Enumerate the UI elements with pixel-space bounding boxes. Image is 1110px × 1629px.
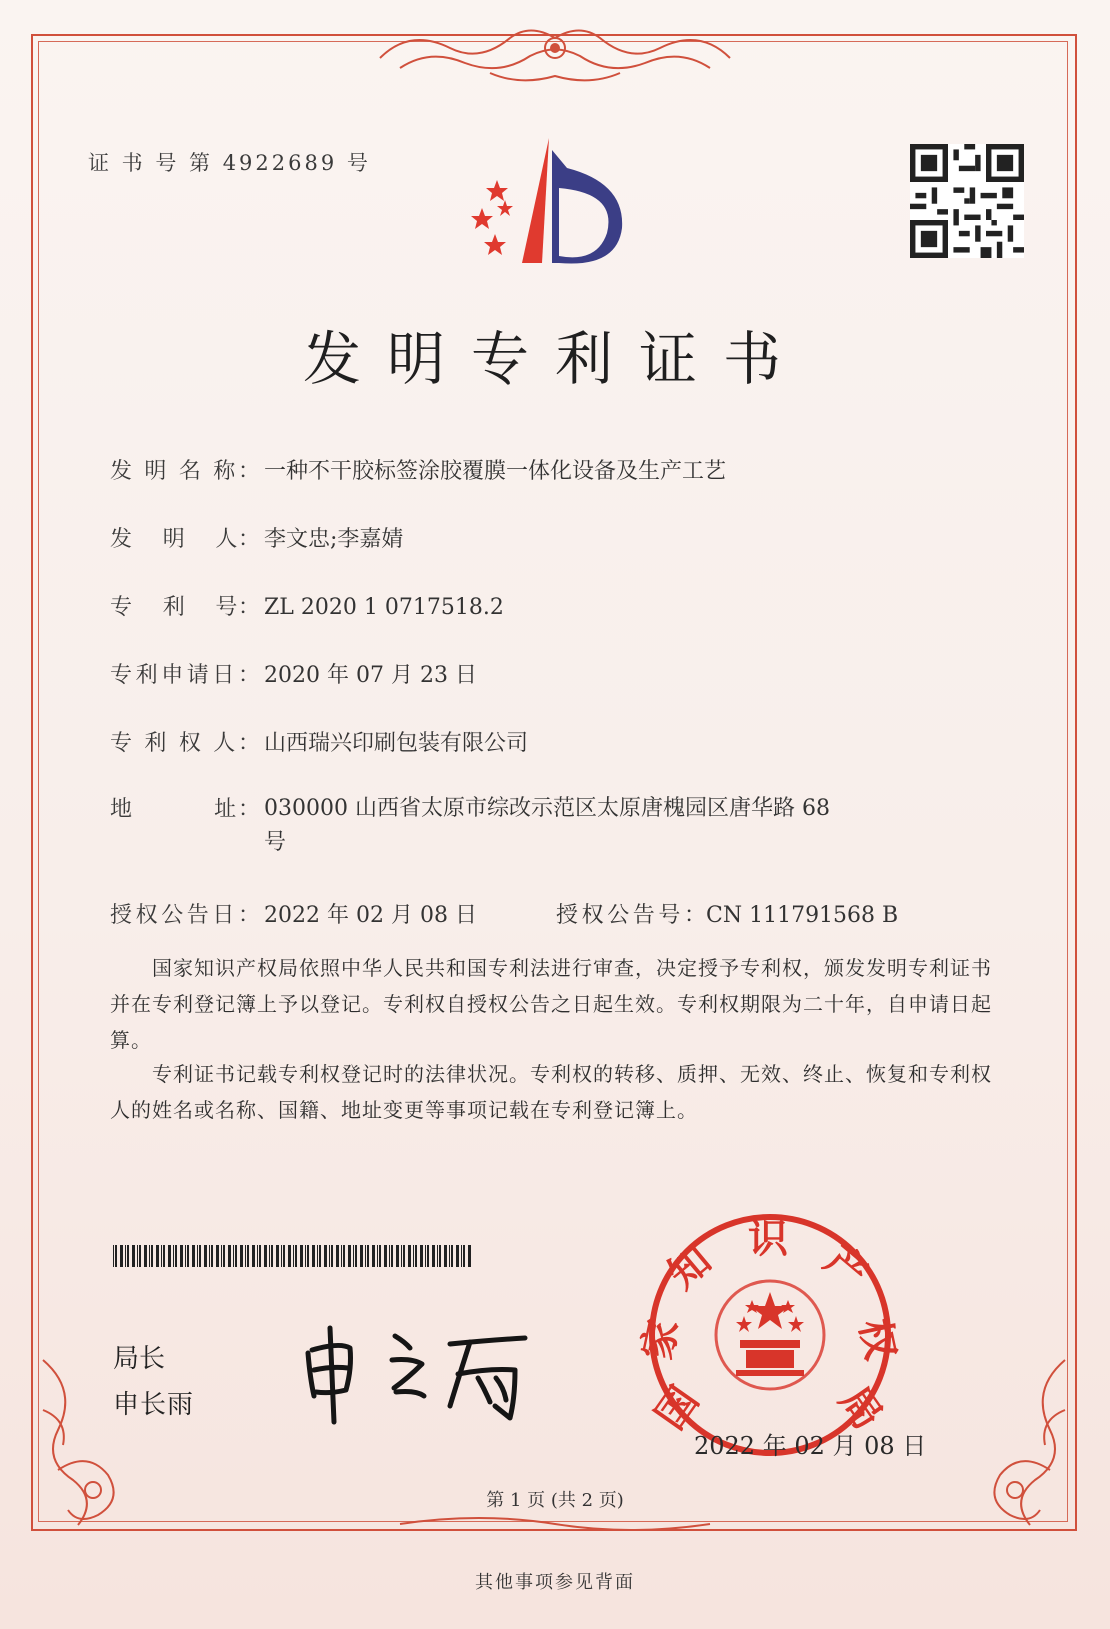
barcode-bar [379, 1245, 381, 1267]
certificate-number: 证 书 号 第 4922689 号 [88, 151, 371, 175]
barcode-bar [259, 1245, 261, 1267]
barcode-bar [293, 1245, 294, 1267]
qr-code [910, 144, 1024, 258]
barcode-bar [199, 1245, 201, 1267]
barcode-bar [355, 1245, 357, 1267]
barcode-bar [408, 1245, 411, 1267]
barcode-bar [132, 1245, 135, 1267]
inventors-field [110, 522, 403, 553]
barcode-bar [324, 1245, 327, 1267]
barcode-bar [192, 1245, 195, 1267]
barcode-bar [353, 1245, 354, 1267]
barcode-bar [276, 1245, 279, 1267]
grant-pub-number-label: 授权公告号： [556, 903, 706, 928]
application-date-value: 2020 年 07 月 23 日 [264, 663, 477, 688]
barcode-bar [367, 1245, 369, 1267]
address-value: 030000 山西省太原市综改示范区太原唐槐园区唐华路 68 号 [264, 796, 830, 855]
signatory-role: 局长 [113, 1344, 166, 1374]
barcode [113, 1245, 473, 1267]
barcode-bar [168, 1245, 171, 1267]
barcode-bar [451, 1245, 453, 1267]
barcode-bar [283, 1245, 285, 1267]
grant-pub-number-field [556, 898, 898, 929]
statement-paragraph-2: 专利证书记载专利权登记时的法律状况。专利权的转移、质押、无效、终止、恢复和专利权人的姓名或名称、国籍、地址变更等事项记载在专利登记簿上。 [110, 1062, 992, 1122]
barcode-bar [348, 1245, 351, 1267]
barcode-bar [125, 1245, 126, 1267]
invention-name-label: 发 明 名 称： [110, 459, 260, 484]
top-ornament [370, 18, 740, 88]
barcode-bar [235, 1245, 237, 1267]
barcode-bar [163, 1245, 165, 1267]
certificate-title: 发明专利证书 [302, 325, 807, 393]
seal-char-7: 局 [830, 1378, 891, 1438]
barcode-bar [269, 1245, 270, 1267]
seal-char-5: 产 [815, 1237, 877, 1299]
barcode-bar [365, 1245, 366, 1267]
barcode-bar [144, 1245, 147, 1267]
barcode-bar [228, 1245, 231, 1267]
grant-date-value: 2022 年 02 月 08 日 [264, 903, 477, 928]
barcode-bar [295, 1245, 297, 1267]
barcode-bar [180, 1245, 183, 1267]
barcode-bar [305, 1245, 306, 1267]
address-label: 地 址： [110, 797, 260, 822]
barcode-bar [197, 1245, 198, 1267]
application-date-field [110, 658, 477, 689]
official-seal [634, 1210, 904, 1460]
signatory-name: 申长雨 [113, 1390, 195, 1420]
inventors-value: 李文忠;李嘉婧 [264, 527, 404, 552]
barcode-bar [127, 1245, 129, 1267]
barcode-bar [271, 1245, 273, 1267]
patentee-field [110, 726, 528, 757]
barcode-bar [211, 1245, 213, 1267]
barcode-bar [329, 1245, 330, 1267]
barcode-bar [449, 1245, 450, 1267]
barcode-bar [461, 1245, 462, 1267]
barcode-bar [161, 1245, 162, 1267]
barcode-bar [216, 1245, 219, 1267]
barcode-bar [151, 1245, 153, 1267]
barcode-bar [300, 1245, 303, 1267]
back-note: 其他事项参见背面 [475, 1572, 635, 1593]
barcode-bar [444, 1245, 447, 1267]
seal-char-1: 国 [647, 1378, 708, 1438]
seal-char-2: 家 [634, 1315, 688, 1364]
patentee-label: 专 利 权 人： [110, 731, 260, 756]
patent-number-label: 专 利 号： [110, 595, 260, 620]
barcode-bar [245, 1245, 246, 1267]
barcode-bar [456, 1245, 459, 1267]
invention-name-field [110, 454, 726, 485]
barcode-bar [341, 1245, 342, 1267]
barcode-bar [175, 1245, 177, 1267]
barcode-bar [403, 1245, 405, 1267]
barcode-bar [360, 1245, 363, 1267]
barcode-bar [288, 1245, 291, 1267]
seal-char-3: 知 [659, 1237, 721, 1299]
grant-date-field [110, 898, 477, 929]
application-date-label: 专利申请日： [110, 663, 260, 688]
statement-paragraph-1: 国家知识产权局依照中华人民共和国专利法进行审查，决定授予专利权，颁发发明专利证书并在专利登记簿上予以登记。专利权自授权公告之日起生效。专利权期限为二十年，自申请日起算。 [110, 956, 992, 1052]
inventors-label: 发 明 人： [110, 527, 260, 552]
handwritten-signature [300, 1318, 560, 1428]
seal-char-6: 权 [850, 1315, 904, 1364]
barcode-bar [463, 1245, 465, 1267]
barcode-bar [113, 1245, 114, 1267]
barcode-bar [233, 1245, 234, 1267]
patent-number-value: ZL 2020 1 0717518.2 [264, 595, 504, 620]
barcode-bar [319, 1245, 321, 1267]
grant-pub-number-value: CN 111791568 B [706, 903, 899, 928]
patent-office-logo [467, 138, 627, 273]
bottom-center-ornament [400, 1512, 710, 1536]
barcode-bar [336, 1245, 339, 1267]
barcode-bar [149, 1245, 150, 1267]
barcode-bar [420, 1245, 423, 1267]
page-indicator: 第 1 页 (共 2 页) [486, 1490, 624, 1511]
barcode-bar [173, 1245, 174, 1267]
barcode-bar [252, 1245, 255, 1267]
barcode-bar [343, 1245, 345, 1267]
barcode-bar [372, 1245, 375, 1267]
barcode-bar [396, 1245, 399, 1267]
patent-number-field [110, 590, 504, 621]
barcode-bar [264, 1245, 267, 1267]
barcode-bar [185, 1245, 186, 1267]
barcode-bar [209, 1245, 210, 1267]
barcode-bar [240, 1245, 243, 1267]
barcode-bar [281, 1245, 282, 1267]
barcode-bar [115, 1245, 117, 1267]
barcode-bar [427, 1245, 429, 1267]
barcode-bar [307, 1245, 309, 1267]
barcode-bar [312, 1245, 315, 1267]
address-field [110, 792, 844, 860]
barcode-bar [317, 1245, 318, 1267]
barcode-bar [120, 1245, 123, 1267]
invention-name-value: 一种不干胶标签涂胶覆膜一体化设备及生产工艺 [264, 459, 727, 484]
barcode-bar [137, 1245, 138, 1267]
barcode-bar [413, 1245, 414, 1267]
barcode-bar [439, 1245, 441, 1267]
barcode-bar [425, 1245, 426, 1267]
barcode-bar [401, 1245, 402, 1267]
barcode-bar [384, 1245, 387, 1267]
barcode-bar [156, 1245, 159, 1267]
barcode-bar [247, 1245, 249, 1267]
barcode-bar [221, 1245, 222, 1267]
barcode-bar [204, 1245, 207, 1267]
barcode-bar [223, 1245, 225, 1267]
barcode-bar [257, 1245, 258, 1267]
barcode-bar [389, 1245, 390, 1267]
barcode-bar [187, 1245, 189, 1267]
barcode-bar [415, 1245, 417, 1267]
seal-char-4: 识 [748, 1216, 788, 1262]
seal-date: 2022 年 02 月 08 日 [694, 1432, 927, 1460]
barcode-bar [437, 1245, 438, 1267]
grant-date-label: 授权公告日： [110, 903, 260, 928]
barcode-bar [468, 1245, 471, 1267]
barcode-bar [377, 1245, 378, 1267]
barcode-bar [139, 1245, 141, 1267]
barcode-bar [331, 1245, 333, 1267]
barcode-bar [391, 1245, 393, 1267]
patentee-value: 山西瑞兴印刷包装有限公司 [264, 731, 529, 756]
barcode-bar [432, 1245, 435, 1267]
